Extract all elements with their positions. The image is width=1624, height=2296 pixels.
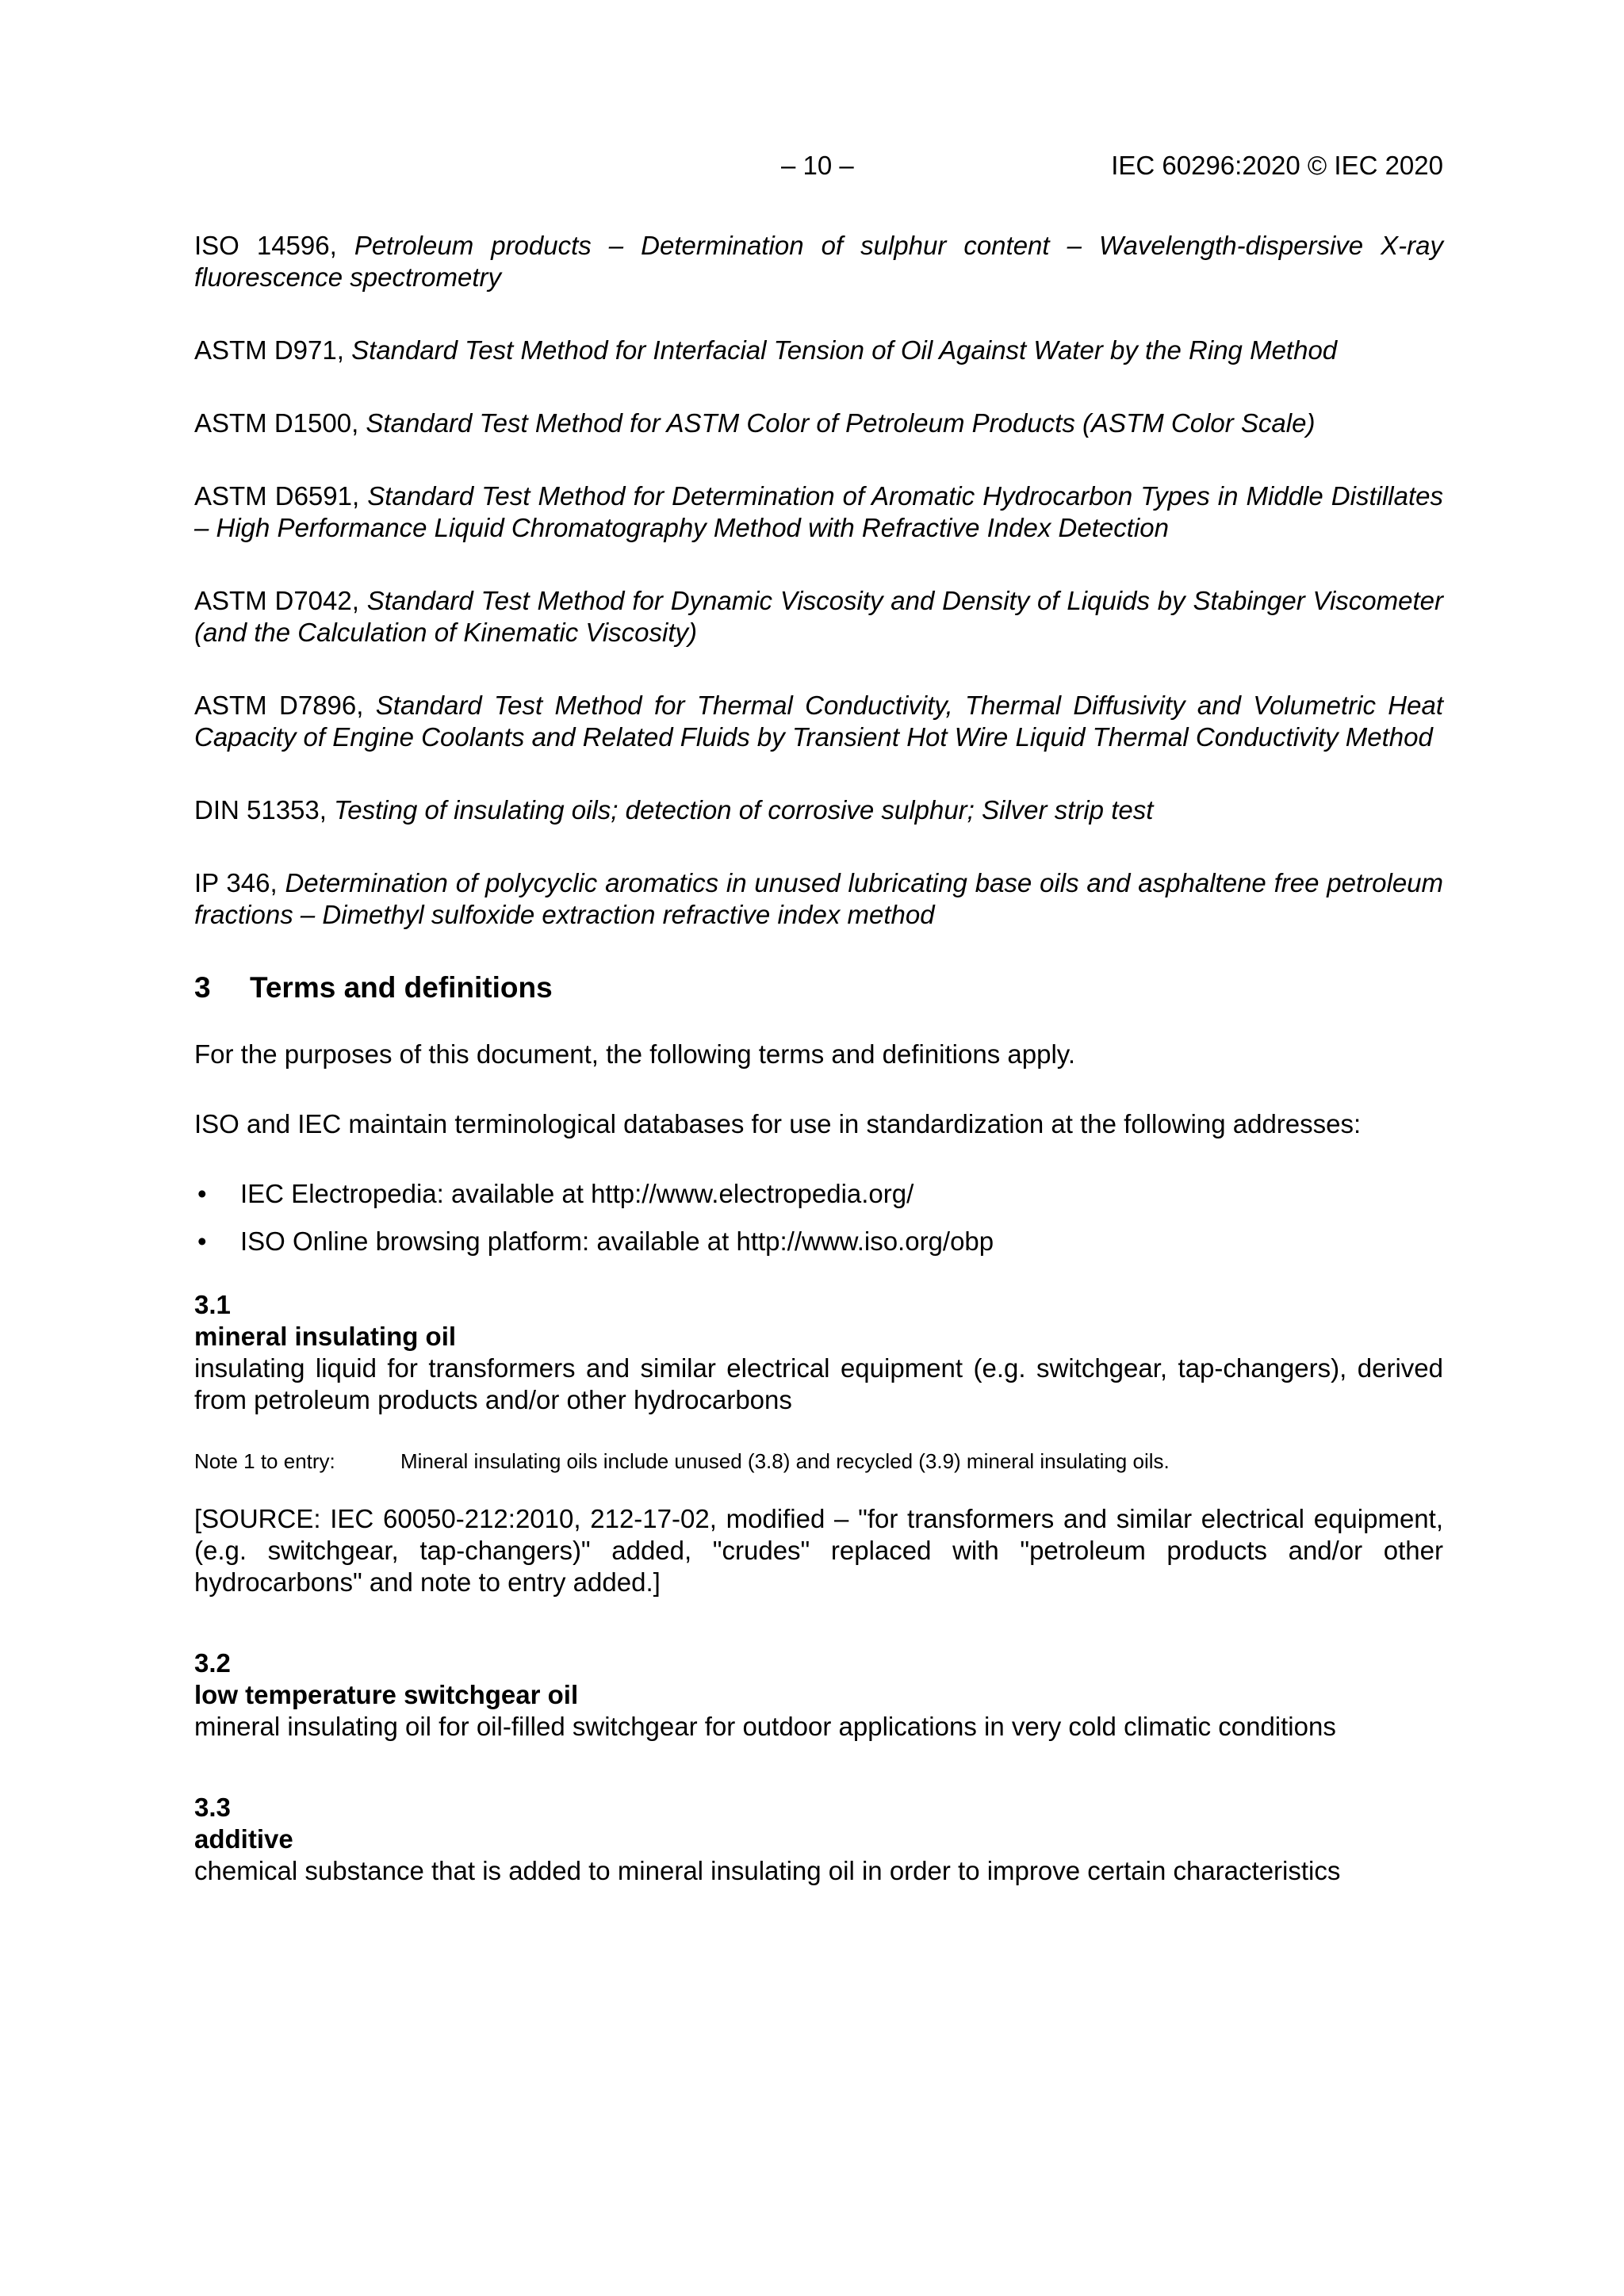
reference-title: Petroleum products – Determination of sulphur content – Wavelength-dispersive X-ray fluorescence spectrometry xyxy=(194,231,1444,292)
reference-title: Standard Test Method for Determination of Aromatic Hydrocarbon Types in Middle Distillates – High Performance Liquid Chromatography Method with Refractive Index Detection xyxy=(194,481,1444,542)
reference-code: ASTM D7042, xyxy=(194,586,359,615)
reference-title: Standard Test Method for Thermal Conductivity, Thermal Diffusivity and Volumetric Heat Capacity of Engine Coolants and Related Fluids by Transient Hot Wire Liquid Thermal Conductivity Method xyxy=(194,691,1443,752)
reference-ip-346 xyxy=(194,867,1443,931)
reference-din-51353 xyxy=(194,794,1443,826)
term-definition: insulating liquid for transformers and similar electrical equipment (e.g. switchgear, tap-changers), derived from petroleum products and/or other hydrocarbons xyxy=(194,1353,1443,1414)
reference-code: DIN 51353, xyxy=(194,795,327,825)
reference-code: ASTM D7896, xyxy=(194,691,364,720)
reference-iso-14596 xyxy=(194,230,1443,293)
reference-astm-d7896 xyxy=(194,690,1443,753)
section-heading xyxy=(194,972,1443,1004)
database-list xyxy=(194,1178,1443,1257)
reference-astm-d7042 xyxy=(194,585,1443,649)
term-3-1 xyxy=(194,1289,1443,1598)
note-text: Mineral insulating oils include unused (3.8) and recycled (3.9) mineral insulating oils. xyxy=(400,1449,1170,1473)
term-3-2 xyxy=(194,1647,1443,1743)
page-number: – 10 – xyxy=(781,151,854,180)
note-label: Note 1 to entry: xyxy=(194,1449,335,1473)
term-name: additive xyxy=(194,1824,293,1854)
term-name: low temperature switchgear oil xyxy=(194,1680,579,1709)
bullet-icon: • xyxy=(197,1226,207,1256)
reference-code: ASTM D971, xyxy=(194,335,344,365)
databases-intro: ISO and IEC maintain terminological databases for use in standardization at the following addresses: xyxy=(194,1109,1362,1138)
list-item xyxy=(194,1178,1443,1210)
reference-code: ASTM D1500, xyxy=(194,408,359,438)
reference-title: Standard Test Method for ASTM Color of Petroleum Products (ASTM Color Scale) xyxy=(366,408,1316,438)
reference-title: Testing of insulating oils; detection of corrosive sulphur; Silver strip test xyxy=(334,795,1154,825)
section-number: 3 xyxy=(194,971,211,1004)
term-definition: mineral insulating oil for oil-filled switchgear for outdoor applications in very cold climatic conditions xyxy=(194,1712,1336,1741)
list-item-text: ISO Online browsing platform: available at http://www.iso.org/obp xyxy=(240,1226,994,1256)
section-title: Terms and definitions xyxy=(250,971,553,1004)
term-number: 3.2 xyxy=(194,1648,231,1678)
reference-astm-d1500 xyxy=(194,408,1443,439)
term-3-3 xyxy=(194,1792,1443,1887)
reference-code: IP 346, xyxy=(194,868,278,897)
reference-astm-d971 xyxy=(194,335,1443,366)
term-definition: chemical substance that is added to mineral insulating oil in order to improve certain characteristics xyxy=(194,1856,1341,1885)
reference-astm-d6591 xyxy=(194,480,1443,544)
reference-code: ASTM D6591, xyxy=(194,481,360,511)
list-item xyxy=(194,1226,1443,1257)
term-number: 3.1 xyxy=(194,1290,231,1319)
term-name: mineral insulating oil xyxy=(194,1322,457,1351)
term-number: 3.3 xyxy=(194,1793,231,1822)
reference-title: Standard Test Method for Interfacial Tension of Oil Against Water by the Ring Method xyxy=(351,335,1338,365)
reference-title: Standard Test Method for Dynamic Viscosity and Density of Liquids by Stabinger Viscometer (and the Calculation of Kinematic Viscosity) xyxy=(194,586,1443,647)
reference-code: ISO 14596, xyxy=(194,231,337,260)
note-to-entry xyxy=(194,1448,1443,1475)
list-item-text: IEC Electropedia: available at http://www.electropedia.org/ xyxy=(240,1179,914,1208)
page-header xyxy=(194,151,1443,190)
reference-title: Determination of polycyclic aromatics in unused lubricating base oils and asphaltene free petroleum fractions – Dimethyl sulfoxide extraction refractive index method xyxy=(194,868,1444,929)
term-source: [SOURCE: IEC 60050-212:2010, 212-17-02, modified – "for transformers and similar electrical equipment, (e.g. switchgear, tap-changers)" added, "crudes" replaced with "petroleum products and/or other hydrocarbons" and note to entry added.] xyxy=(194,1504,1443,1597)
page-content xyxy=(194,230,1443,1919)
section-intro: For the purposes of this document, the following terms and definitions apply. xyxy=(194,1039,1075,1069)
document-id: IEC 60296:2020 © IEC 2020 xyxy=(1111,151,1443,180)
bullet-icon: • xyxy=(197,1179,207,1208)
